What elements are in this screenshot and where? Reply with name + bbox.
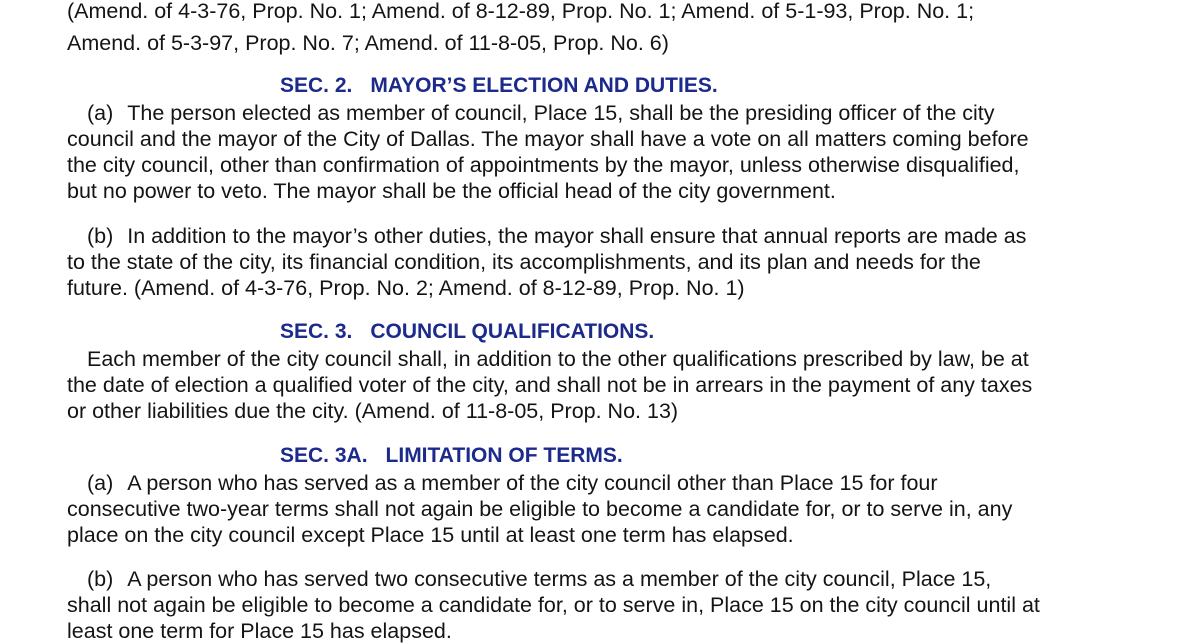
paragraph-line: place on the city council except Place 15 until at least one term has elapsed. [67, 523, 794, 547]
section-number: SEC. 2. [280, 74, 353, 97]
paragraph-line: or other liabilities due the city. (Amend. of 11-8-05, Prop. No. 13) [67, 399, 679, 423]
paragraph-line: consecutive two-year terms shall not again be eligible to become a candidate for, or to serve in, any [67, 497, 1013, 521]
paragraph-line: future. (Amend. of 4-3-76, Prop. No. 2; Amend. of 8-12-89, Prop. No. 1) [67, 276, 745, 300]
paragraph-line: shall not again be eligible to become a candidate for, or to serve in, Place 15 on the city council until at [67, 593, 1040, 617]
section-number: SEC. 3. [280, 320, 353, 343]
paragraph-label: (b) [87, 224, 114, 248]
section-title: LIMITATION OF TERMS. [385, 444, 623, 467]
paragraph-label: (b) [87, 567, 114, 591]
paragraph-line [87, 223, 1026, 249]
paragraph-text: The person elected as member of council, Place 15, shall be the presiding officer of the city [127, 101, 995, 125]
paragraph-line: the date of election a qualified voter of the city, and shall not be in arrears in the payment of any taxes [67, 373, 1033, 397]
paragraph-line: the city council, other than confirmation of appointments by the mayor, unless otherwise disqualified, [67, 153, 1020, 177]
paragraph-line [87, 100, 995, 126]
section-title: COUNCIL QUALIFICATIONS. [370, 320, 655, 343]
section-heading-sec-3a [280, 443, 623, 469]
amendment-citation-line: (Amend. of 4-3-76, Prop. No. 1; Amend. of 8-12-89, Prop. No. 1; Amend. of 5-1-93, Prop. No. 1; [67, 0, 975, 23]
section-title: MAYOR’S ELECTION AND DUTIES. [370, 74, 718, 97]
paragraph-text: In addition to the mayor’s other duties, the mayor shall ensure that annual reports are made as [127, 224, 1027, 248]
paragraph-label: (a) [87, 471, 114, 495]
paragraph-line [87, 566, 991, 592]
paragraph-line [87, 470, 938, 496]
amendment-citation-line: Amend. of 5-3-97, Prop. No. 7; Amend. of 11-8-05, Prop. No. 6) [67, 31, 669, 55]
section-heading-sec-2 [280, 73, 718, 99]
paragraph-line: council and the mayor of the City of Dallas. The mayor shall have a vote on all matters coming before [67, 127, 1029, 151]
paragraph-line: but no power to veto. The mayor shall be the official head of the city government. [67, 179, 836, 203]
paragraph-line: least one term for Place 15 has elapsed. [67, 619, 452, 643]
section-number: SEC. 3A. [280, 444, 368, 467]
paragraph-text: A person who has served two consecutive terms as a member of the city council, Place 15, [127, 567, 992, 591]
paragraph-line: Each member of the city council shall, in addition to the other qualifications prescribed by law, be at [87, 347, 1029, 371]
section-heading-sec-3 [280, 319, 654, 345]
paragraph-label: (a) [87, 101, 114, 125]
paragraph-line: to the state of the city, its financial condition, its accomplishments, and its plan and needs for the [67, 250, 981, 274]
paragraph-text: A person who has served as a member of the city council other than Place 15 for four [127, 471, 938, 495]
